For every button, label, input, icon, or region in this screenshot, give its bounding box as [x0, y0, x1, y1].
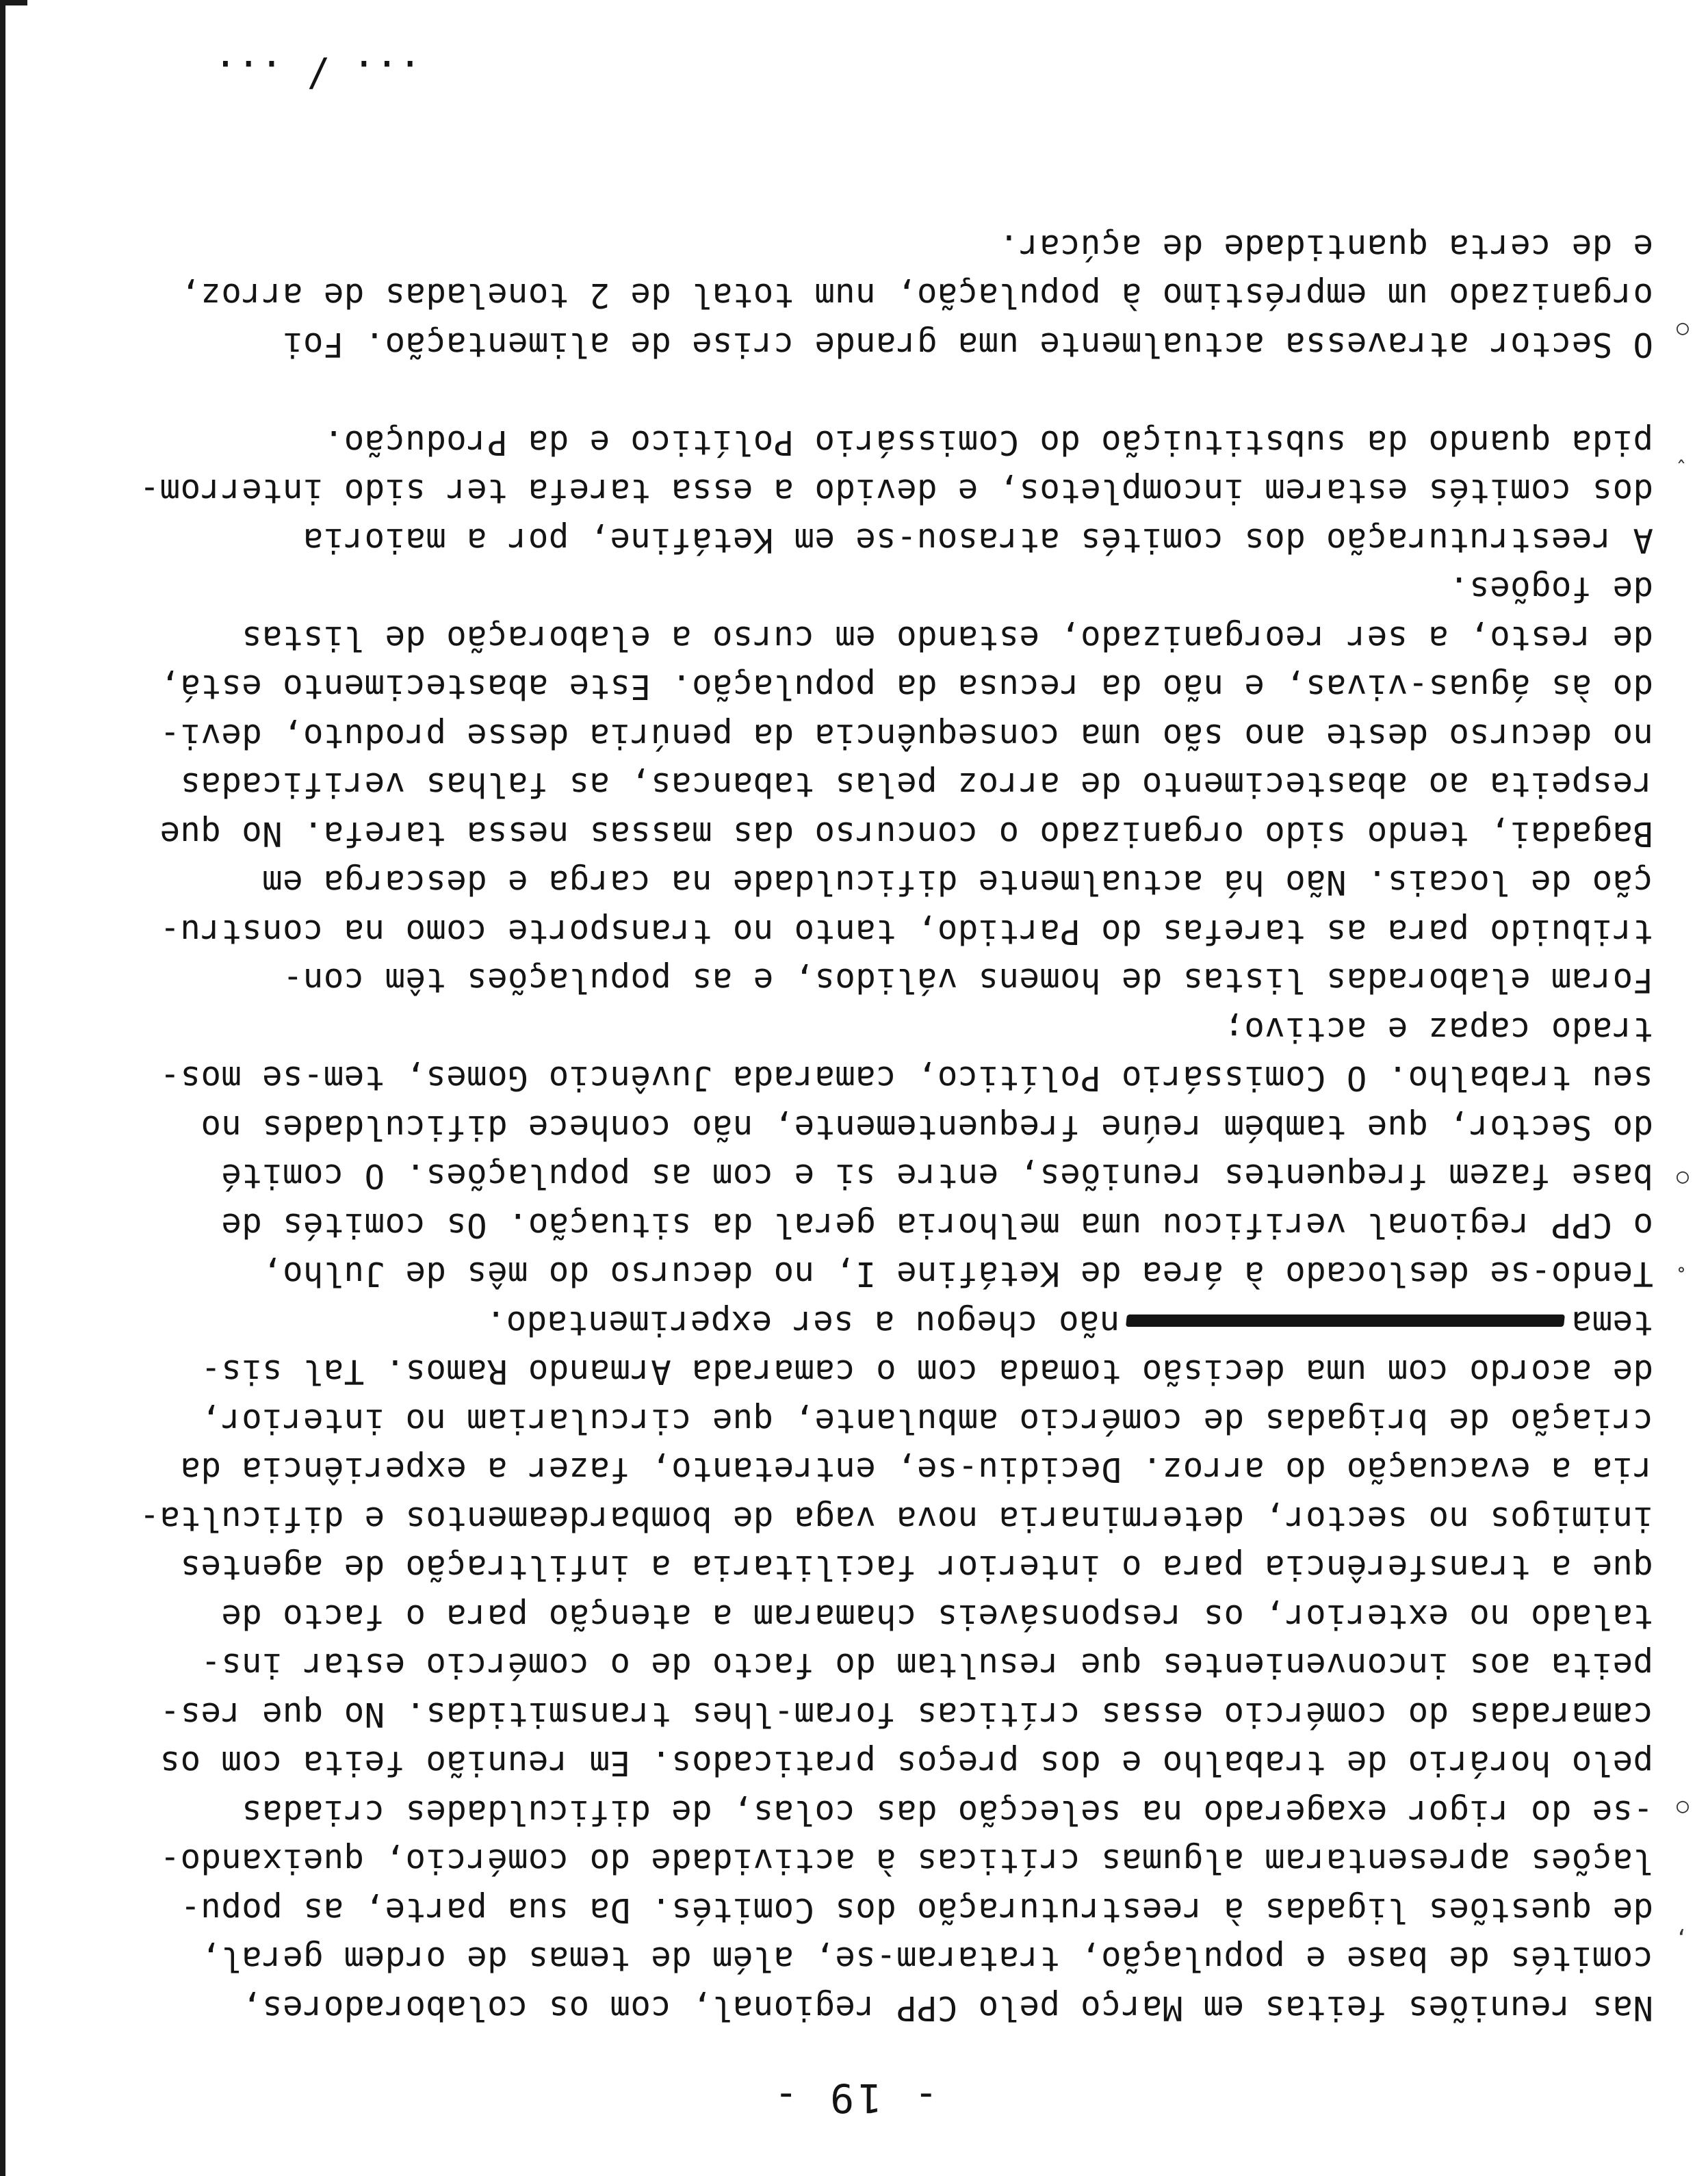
text-line: trado capaz e activo;: [1224, 1010, 1653, 1049]
text-line: Nas reuniões feitas em Março pelo CPP regional, com os colaboradores,: [241, 1989, 1653, 2028]
text-line: Bagadai, tendo sido organizado o concurso das massas nessa tarefa. No que: [159, 814, 1653, 853]
text-line: seu trabalho. O Comissário Político, camarada Juvêncio Gomes, tem-se mos-: [159, 1059, 1653, 1098]
margin-punch-mark: ○: [1676, 1796, 1689, 1820]
document-body: [52, 222, 1653, 2033]
text-line: pida quando da substituição do Comissário Político e da Produção.: [323, 423, 1653, 462]
text-line: A reestruturação dos comités atrasou-se em Ketáfine, por a maioria: [302, 521, 1653, 560]
text-line: inimigos no sector, determinaria nova vaga de bombardeamentos e dificulta-: [139, 1499, 1653, 1538]
text-line: do às águas-vivas, e não da recusa da população. Este abastecimento está,: [159, 667, 1653, 707]
text-line: O Sector atravessa actualmente uma grande crise de alimentação. Foi: [282, 325, 1653, 364]
margin-punch-mark: ○: [1676, 1167, 1689, 1191]
text-fragment: não chegou a ser experimentado.: [485, 1304, 1120, 1343]
text-line: o CPP regional verificou uma melhoria geral da situação. Os comités de: [220, 1206, 1653, 1245]
text-line: que a transferência para o interior facilitaria a infiltração de agentes: [180, 1548, 1653, 1588]
paragraph-gap: [52, 369, 1653, 418]
text-line-with-redaction: [52, 1299, 1653, 1348]
text-line: de resto, a ser reorganizado, estando em curso a elaboração de listas: [241, 619, 1653, 658]
text-line: ria a evacuação do arroz. Decidiu-se, entretanto, fazer a experiência da: [180, 1450, 1653, 1490]
text-line: de acordo com uma decisão tomada com o camarada Armando Ramos. Tal sis-: [200, 1352, 1653, 1392]
text-line: organizado um empréstimo à população, num total de 2 toneladas de arroz,: [180, 276, 1653, 315]
text-line: Foram elaboradas listas de homens válidos, e as populações têm con-: [282, 961, 1653, 1000]
text-line: de questões ligadas à reestruturação dos Comités. Da sua parte, as popu-: [180, 1891, 1653, 1930]
margin-punch-mark: ○: [1676, 318, 1689, 342]
text-line: camaradas do comércio essas críticas foram-lhes transmitidas. No que res-: [159, 1695, 1653, 1734]
text-line: tribuido para as tarefas do Partido, tanto no transporte como na constru-: [159, 912, 1653, 951]
text-line: criação de brigadas de comércio ambulante, que circulariam no interior,: [200, 1401, 1653, 1440]
page-edge-line: [0, 0, 5, 2176]
page-corner-line: [0, 0, 27, 5]
text-line: talado no exterior, os responsáveis chamaram a atenção para o facto de: [220, 1597, 1653, 1636]
text-line: do Sector, que também reúne frequentemente, não conhece dificuldades no: [200, 1108, 1653, 1147]
text-line: pelo horário de trabalho e dos preços praticados. Em reunião feita com os: [159, 1744, 1653, 1783]
margin-tick-mark: ˚: [1674, 1249, 1687, 1273]
page-number: - 19 -: [770, 2075, 938, 2121]
text-line: de fogões.: [1448, 569, 1653, 609]
margin-tick-mark: ˇ: [1674, 441, 1687, 465]
text-line: ção de locais. Não há actualmente dificuldade na carga e descarga em: [261, 863, 1653, 903]
text-line: e de certa quantidade de açúcar.: [998, 227, 1653, 266]
margin-tick-mark: ,: [1674, 1926, 1687, 1950]
redaction-strike: [1126, 1315, 1565, 1327]
continuation-mark: ... / ...: [214, 51, 422, 96]
text-line: peita aos inconvenientes que resultam do facto de o comércio estar ins-: [200, 1646, 1653, 1685]
text-line: respeita ao abastecimento de arroz pelas tabancas, as falhas verificadas: [180, 765, 1653, 805]
text-line: Tendo-se deslocado à área de Ketáfine I, no decurso do mês de Julho,: [261, 1254, 1653, 1294]
text-fragment: tema: [1571, 1304, 1653, 1343]
text-line: base fazem frequentes reuniões, entre si e com as populações. O comité: [220, 1156, 1653, 1196]
text-line: comités de base e população, trataram-se, além de temas de ordem geral,: [200, 1939, 1653, 1979]
text-line: lações apresentaram algumas críticas à actividade do comércio, queixando-: [159, 1841, 1653, 1881]
text-line: no decurso deste ano são uma consequência da penúria desse produto, devi-: [159, 716, 1653, 755]
text-line: -se do rigor exagerado na selecção das colas, de dificuldades criadas: [241, 1793, 1653, 1832]
text-line: dos comités estarem incompletos, e devido a essa tarefa ter sido interrom-: [139, 471, 1653, 511]
